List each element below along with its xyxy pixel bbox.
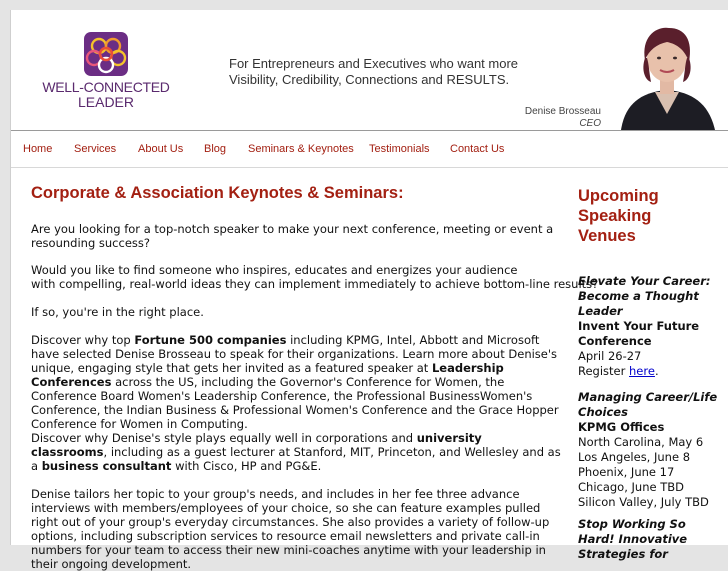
sidebar-title-line3: Venues [578, 227, 636, 245]
logo-wordmark[interactable] [39, 80, 173, 110]
university-text-c: , including as a guest lecturer at Stanford, MIT, Princeton, and Wellesley and as a [31, 445, 561, 473]
event1-title-line1: Elevate Your Career: [578, 274, 711, 288]
page [10, 10, 728, 571]
question-line2: with compelling, real-world ideas they can implement immediately to achieve bottom-line results? [31, 277, 599, 291]
leadership-highlight: Leadership Conferences [31, 361, 504, 389]
logo-line1: WELL-CONNECTED [42, 79, 170, 95]
person-name: Denise Brosseau [524, 106, 601, 117]
event3-title-line2: Hard! Innovative [578, 532, 688, 546]
register-here-link[interactable]: here [629, 364, 655, 378]
consultant-highlight: business consultant [41, 459, 172, 473]
register-period: . [654, 364, 659, 378]
event2-location-5: Silicon Valley, July TBD [578, 495, 709, 509]
event2-location-3: Phoenix, June 17 [578, 465, 675, 479]
main-nav [11, 131, 728, 167]
fortune-highlight: Fortune 500 companies [134, 333, 287, 347]
sidebar-title [578, 186, 726, 246]
fortune-paragraph [31, 333, 561, 431]
fortune-text-c: including KPMG, Intel, Abbott and Microsoft have selected Denise Brosseau to speak for their organizations. Learn more about Denise's unique, engaging style that gets her invited as a featured speaker at [31, 333, 558, 375]
header [11, 10, 728, 130]
nav-testimonials[interactable]: Testimonials [369, 143, 430, 155]
person-title: CEO [579, 118, 601, 129]
tagline [229, 56, 549, 88]
university-highlight: university classrooms [31, 431, 482, 459]
intro-paragraph: Are you looking for a top-notch speaker to make your next conference, meeting or event a resounding success? [31, 222, 554, 250]
sidebar [578, 186, 726, 561]
tagline-line1: For Entrepreneurs and Executives who want more [229, 56, 519, 71]
fortune-text-a: Discover why top [31, 333, 135, 347]
event2-location-1: North Carolina, May 6 [578, 435, 704, 449]
sidebar-title-line2: Speaking [578, 207, 652, 225]
event1-register [578, 364, 726, 379]
event2-org: KPMG Offices [578, 420, 665, 434]
question-line1: Would you like to find someone who inspires, educates and energizes your audience [31, 263, 518, 277]
nav-about-us[interactable]: About Us [138, 143, 184, 155]
event2-location-4: Chicago, June TBD [578, 480, 684, 494]
event2-title-line1: Managing Career/Life [578, 390, 718, 404]
event-elevate-career [578, 274, 726, 379]
nav-blog[interactable]: Blog [204, 143, 227, 155]
question-paragraph [31, 263, 599, 291]
event1-date: April 26-27 [578, 349, 642, 363]
page-title: Corporate & Association Keynotes & Seminars: [31, 184, 404, 202]
tailoring-paragraph: Denise tailors her topic to your group's needs, and includes in her fee three advance interviews with members/employees of your choice, so she can feature examples pulled right out of your group's everyday circumstances. She also provides a variety of follow-up options, including subscription services to resource email newsletters and private call-in numbers for your team to access their new mini-coaches anytime with your leadership in their ongoing development. [31, 487, 550, 571]
nav-services[interactable]: Services [74, 143, 117, 155]
event1-title-line2: Become a Thought [578, 289, 699, 303]
tagline-line2: Visibility, Credibility, Connections and RESULTS. [229, 72, 510, 87]
portrait-photo [611, 18, 723, 130]
nav-divider [11, 167, 728, 168]
event-managing-career [578, 390, 726, 510]
event2-location-2: Los Angeles, June 8 [578, 450, 691, 464]
event2-title-line2: Choices [578, 405, 628, 419]
nav-contact-us[interactable]: Contact Us [450, 143, 505, 155]
university-paragraph [31, 431, 561, 473]
right-place-paragraph: If so, you're in the right place. [31, 305, 204, 319]
university-text-e: with Cisco, HP and PG&E. [171, 459, 322, 473]
event3-title-line1: Stop Working So [578, 517, 686, 531]
university-text-a: Discover why Denise's style plays equally well in corporations and [31, 431, 417, 445]
event1-sub-line2: Conference [578, 334, 652, 348]
event1-sub-line1: Invent Your Future [578, 319, 700, 333]
event-stop-working [578, 517, 726, 562]
logo-line2: LEADER [77, 94, 135, 110]
nav-home[interactable]: Home [23, 143, 53, 155]
event3-title-line3: Strategies for [578, 547, 668, 561]
fortune-text-e: across the US, including the Governor's Conference for Women, the Conference Board Women's Leadership Conference, the Professional BusinessWomen's Conference, the Indian Business & Professional Women's Conference and the Grace Hopper Conference for Women in Computing. [31, 375, 559, 431]
register-label: Register [578, 364, 630, 378]
sidebar-title-line1: Upcoming [578, 187, 659, 205]
nav-seminars-keynotes[interactable]: Seminars & Keynotes [248, 143, 354, 155]
logo-icon[interactable] [84, 32, 128, 76]
event1-title-line3: Leader [578, 304, 623, 318]
